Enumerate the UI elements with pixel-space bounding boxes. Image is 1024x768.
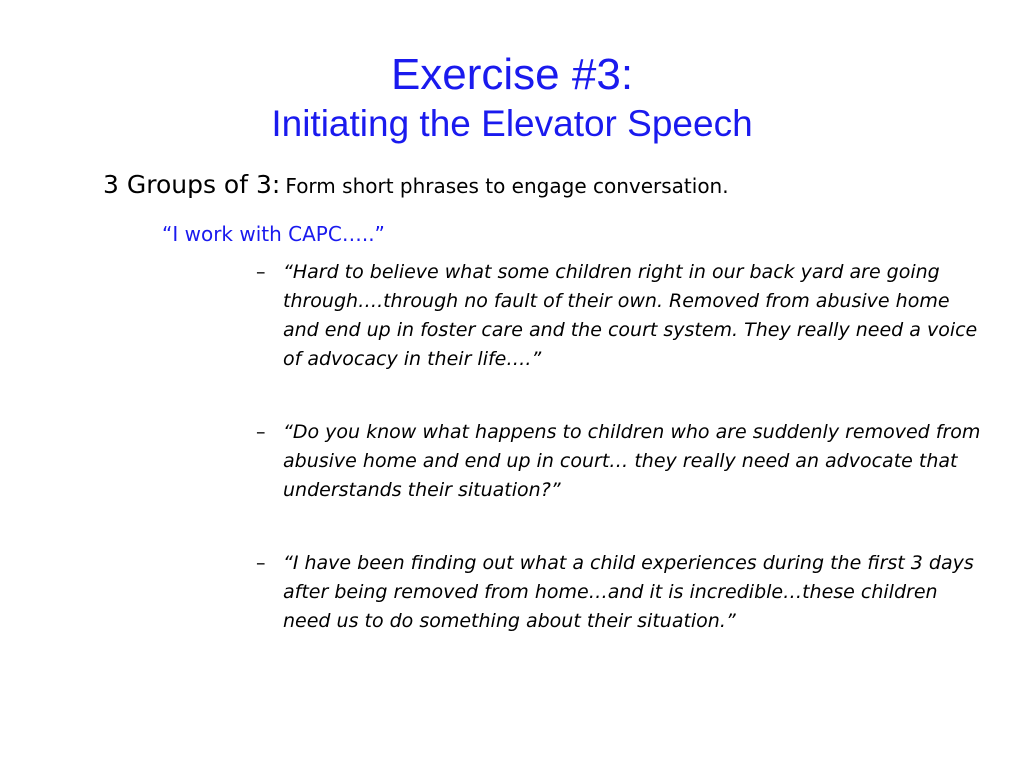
heading-rest: Form short phrases to engage conversation. xyxy=(285,174,729,198)
heading-lead: 3 Groups of 3: xyxy=(103,170,281,199)
list-item xyxy=(256,549,986,636)
subheading-quote: “I work with CAPC…..” xyxy=(162,222,385,246)
heading-bullet xyxy=(103,170,963,199)
dash-marker: – xyxy=(256,261,266,283)
slide-title xyxy=(0,48,1024,146)
dash-marker: – xyxy=(256,421,266,443)
title-line-2: Initiating the Elevator Speech xyxy=(271,103,753,144)
quote-list xyxy=(256,258,986,636)
quote-text: “Hard to believe what some children right in our back yard are going through….through no fault of their own. Removed from abusive home and end up in foster care and the court system. They really need a voice of advocacy in their life….” xyxy=(283,261,978,370)
quote-text: “I have been finding out what a child experiences during the first 3 days after being removed from home…and it is incredible…these children need us to do something about their situation.” xyxy=(283,552,974,632)
list-item xyxy=(256,418,986,505)
dash-marker: – xyxy=(256,552,266,574)
title-line-1: Exercise #3: xyxy=(390,50,634,99)
quote-text: “Do you know what happens to children who are suddenly removed from abusive home and end up in court… they really need an advocate that understands their situation?” xyxy=(283,421,981,501)
list-item xyxy=(256,258,986,374)
